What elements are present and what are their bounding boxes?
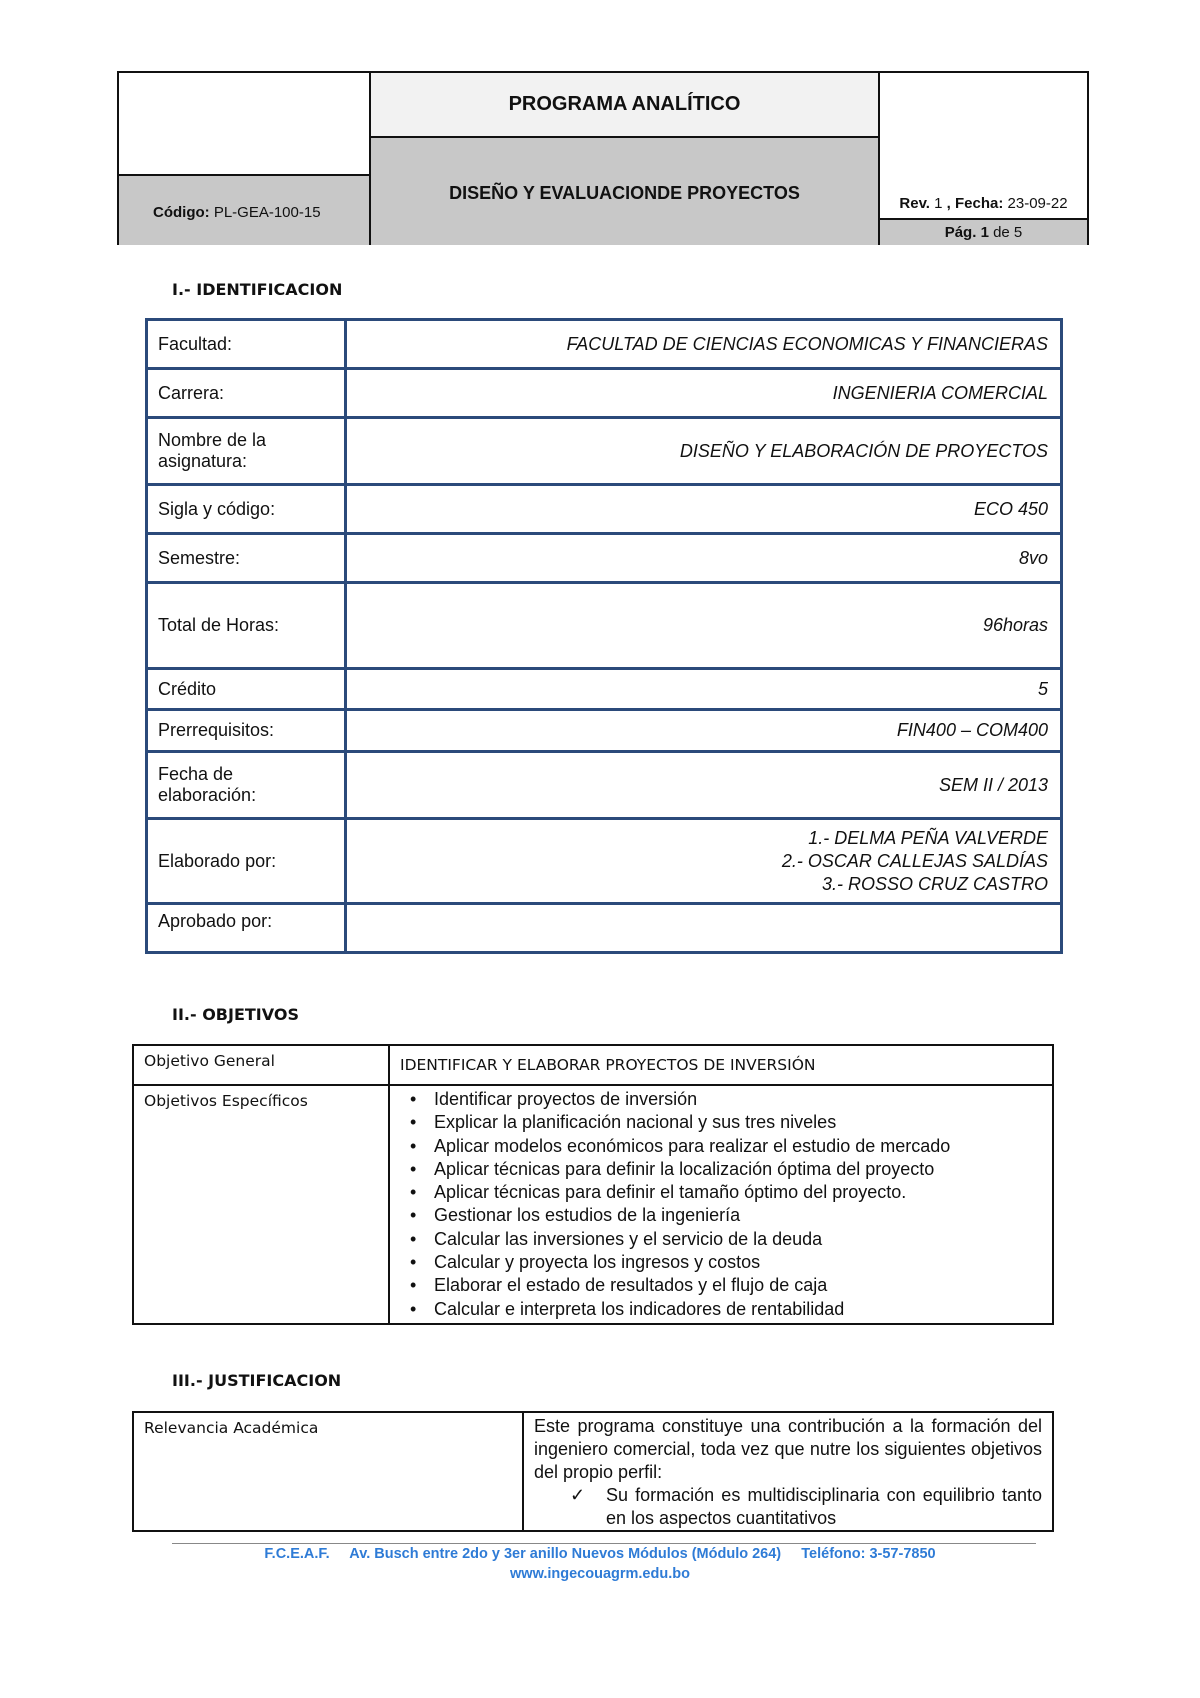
row-value: [346, 904, 1062, 953]
row-value: 8vo: [346, 534, 1062, 583]
list-item-text: Aplicar técnicas para definir la localización óptima del proyecto: [434, 1158, 935, 1179]
row-value: 96horas: [346, 583, 1062, 669]
page-num: 1: [980, 224, 989, 241]
table-row: [147, 904, 1062, 953]
table-row: [147, 369, 1062, 418]
table-row: [147, 669, 1062, 710]
footer-website: www.ingecouagrm.edu.bo: [510, 1566, 690, 1582]
table-row: [133, 1045, 1053, 1085]
row-label: Prerrequisitos:: [147, 710, 346, 752]
row-value: FACULTAD DE CIENCIAS ECONOMICAS Y FINANCIERAS: [346, 320, 1062, 369]
course-title: DISEÑO Y EVALUACIONDE PROYECTOS: [371, 136, 880, 245]
page-number: [880, 218, 1087, 245]
date-label: , Fecha:: [946, 195, 1004, 212]
date-value: 23-09-22: [1007, 195, 1068, 212]
footer-divider: [172, 1543, 1036, 1544]
bullet-icon: •: [410, 1228, 417, 1249]
author-3: 3.- ROSSO CRUZ CASTRO: [821, 873, 1048, 894]
list-item: [404, 1228, 1052, 1251]
academic-relevance-cell: [523, 1412, 1053, 1531]
table-row: [147, 752, 1062, 819]
author-2: 2.- OSCAR CALLEJAS SALDÍAS: [781, 850, 1048, 871]
general-objective-label: Objetivo General: [133, 1045, 389, 1085]
list-item: [404, 1158, 1052, 1181]
row-label: Nombre de la asignatura:: [147, 418, 346, 485]
bullet-icon: •: [410, 1089, 417, 1109]
row-value: ECO 450: [346, 485, 1062, 534]
table-row: [147, 583, 1062, 669]
list-item-text: Aplicar modelos económicos para realizar el estudio de mercado: [434, 1135, 951, 1156]
rev-label: Rev.: [899, 195, 930, 212]
list-item-text: Elaborar el estado de resultados y el flujo de caja: [434, 1275, 828, 1296]
row-value: DISEÑO Y ELABORACIÓN DE PROYECTOS: [346, 418, 1062, 485]
table-row: [147, 534, 1062, 583]
specific-objectives-label: Objetivos Específicos: [133, 1085, 389, 1324]
table-row: [147, 320, 1062, 369]
row-label: Crédito: [147, 669, 346, 710]
bullet-icon: •: [410, 1182, 417, 1203]
row-value: INGENIERIA COMERCIAL: [346, 369, 1062, 418]
table-row: [147, 819, 1062, 904]
table-row: [147, 485, 1062, 534]
revision-date: [880, 73, 1087, 218]
code-label: Código:: [153, 204, 210, 221]
checkmark-icon: ✓: [570, 1485, 586, 1505]
list-item: [404, 1298, 1052, 1321]
row-label: Elaborado por:: [147, 819, 346, 904]
check-list-item-text: Su formación es multidisciplinaria con equilibrio tanto en los aspectos cuantitativos: [606, 1485, 1042, 1528]
list-item-text: Gestionar los estudios de la ingeniería: [434, 1205, 741, 1226]
bullet-icon: •: [410, 1205, 417, 1226]
list-item-text: Identificar proyectos de inversión: [434, 1089, 698, 1109]
section-title-identification: I.- IDENTIFICACION: [172, 280, 343, 299]
row-label: Sigla y código:: [147, 485, 346, 534]
list-item: [404, 1204, 1052, 1227]
row-value: FIN400 – COM400: [346, 710, 1062, 752]
list-item-text: Explicar la planificación nacional y sus tres niveles: [434, 1112, 837, 1133]
general-objective-value: IDENTIFICAR Y ELABORAR PROYECTOS DE INVERSIÓN: [389, 1045, 1053, 1085]
row-label: Facultad:: [147, 320, 346, 369]
list-item: [404, 1274, 1052, 1297]
page-of: de 5: [993, 224, 1023, 241]
list-item: [404, 1088, 1052, 1111]
table-row: [133, 1085, 1053, 1324]
program-title: PROGRAMA ANALÍTICO: [371, 73, 880, 136]
table-row: [147, 418, 1062, 485]
academic-relevance-text: Este programa constituye una contribución a la formación del ingeniero comercial, toda vez que nutre los siguientes objetivos del propio perfil:: [534, 1416, 1042, 1482]
row-value: 5: [346, 669, 1062, 710]
check-list-item: [534, 1484, 1042, 1530]
identification-table: [145, 318, 1063, 954]
specific-objectives-cell: [389, 1085, 1053, 1324]
section-title-objectives: II.- OBJETIVOS: [172, 1005, 299, 1024]
section-title-justification: III.- JUSTIFICACION: [172, 1371, 342, 1390]
bullet-icon: •: [410, 1252, 417, 1273]
row-value: SEM II / 2013: [346, 752, 1062, 819]
list-item: [404, 1135, 1052, 1158]
list-item-text: Calcular las inversiones y el servicio de la deuda: [434, 1228, 823, 1249]
table-row: [133, 1412, 1053, 1531]
code-value: PL-GEA-100-15: [213, 204, 321, 221]
row-label: Aprobado por:: [147, 904, 346, 953]
bullet-icon: •: [410, 1112, 417, 1133]
logo-area: [119, 73, 371, 174]
list-item: [404, 1111, 1052, 1134]
footer-address: F.C.E.A.F. Av. Busch entre 2do y 3er anillo Nuevos Módulos (Módulo 264) Teléfono: 3-57-7850: [264, 1546, 936, 1562]
bullet-icon: •: [410, 1298, 417, 1319]
list-item-text: Aplicar técnicas para definir el tamaño óptimo del proyecto.: [434, 1182, 907, 1203]
objectives-table: [132, 1044, 1054, 1325]
row-label: Semestre:: [147, 534, 346, 583]
academic-relevance-label: Relevancia Académica: [133, 1412, 523, 1531]
bullet-icon: •: [410, 1135, 417, 1156]
row-label: Total de Horas:: [147, 583, 346, 669]
table-row: [147, 710, 1062, 752]
row-value: [346, 819, 1062, 904]
row-label: Carrera:: [147, 369, 346, 418]
bullet-icon: •: [410, 1275, 417, 1296]
page-label: Pág.: [944, 224, 977, 241]
author-1: 1.- DELMA PEÑA VALVERDE: [808, 827, 1048, 848]
document-header: [117, 71, 1089, 245]
list-item-text: Calcular y proyecta los ingresos y costos: [434, 1252, 761, 1273]
list-item-text: Calcular e interpreta los indicadores de rentabilidad: [434, 1298, 845, 1319]
justification-table: [132, 1411, 1054, 1532]
list-item: [404, 1181, 1052, 1204]
bullet-icon: •: [410, 1158, 417, 1179]
rev-value: 1: [934, 195, 943, 212]
document-code: [119, 174, 371, 245]
specific-objectives-list: [390, 1088, 1052, 1321]
row-label: Fecha de elaboración:: [147, 752, 346, 819]
list-item: [404, 1251, 1052, 1274]
